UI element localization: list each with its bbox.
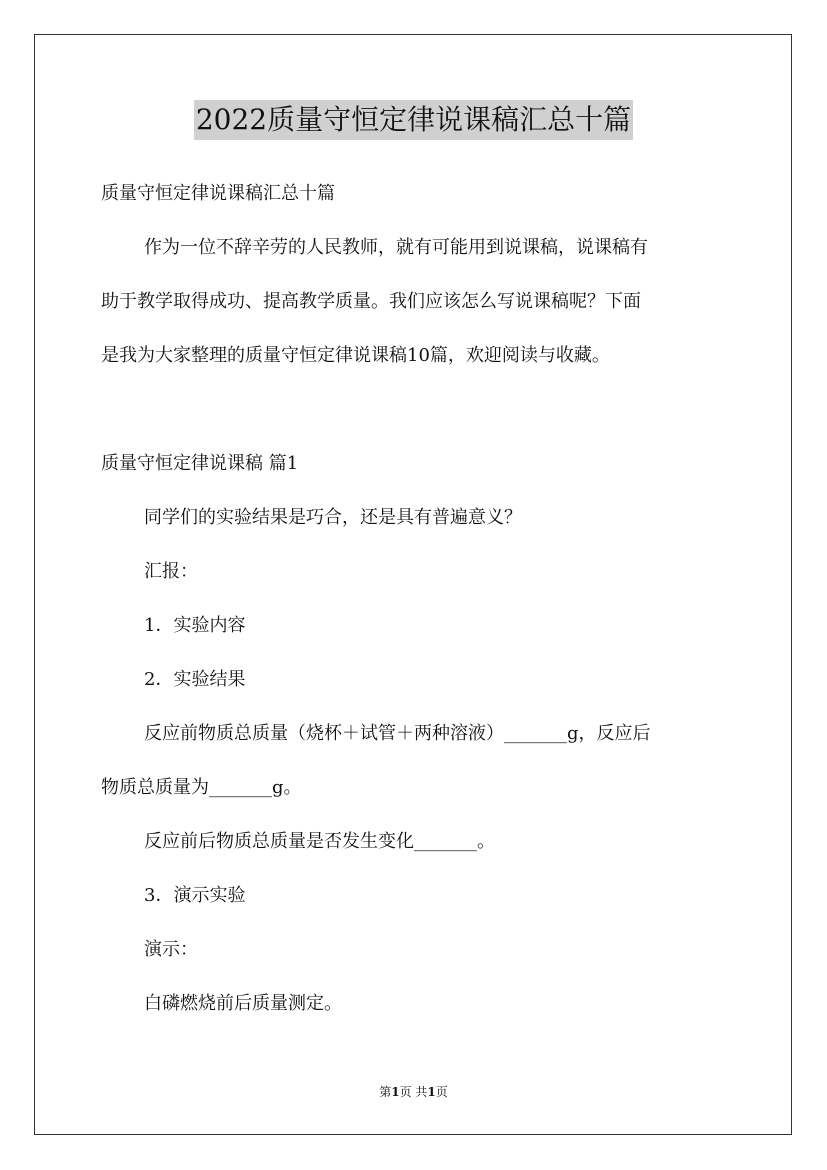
body-line: 反应前物质总质量（烧杯＋试管＋两种溶液）_______g，反应后 (144, 723, 651, 744)
intro-line: 作为一位不辞辛劳的人民教师，就有可能用到说课稿，说课稿有 (144, 237, 648, 258)
body-line: 反应前后物质总质量是否发生变化_______。 (144, 831, 495, 852)
footer-prefix: 第 (379, 1085, 392, 1099)
body-line: 1．实验内容 (144, 615, 246, 636)
section-heading: 质量守恒定律说课稿 篇1 (101, 453, 299, 474)
body-line: 物质总质量为_______g。 (101, 777, 302, 798)
document-subtitle: 质量守恒定律说课稿汇总十篇 (101, 183, 335, 204)
body-line: 同学们的实验结果是巧合，还是具有普遍意义？ (144, 507, 522, 528)
body-line: 2．实验结果 (144, 669, 246, 690)
footer-total-pages: 1 (427, 1085, 436, 1099)
body-line: 汇报： (144, 561, 198, 582)
body-line: 演示： (144, 939, 198, 960)
intro-line: 助于教学取得成功、提高教学质量。我们应该怎么写说课稿呢？下面 (101, 291, 641, 312)
intro-line: 是我为大家整理的质量守恒定律说课稿10篇，欢迎阅读与收藏。 (101, 345, 610, 366)
document-title: 2022质量守恒定律说课稿汇总十篇 (194, 100, 633, 140)
footer-page-number: 1 (391, 1085, 400, 1099)
footer-suffix: 页 (435, 1085, 448, 1099)
title-container (0, 100, 827, 140)
body-line: 3．演示实验 (144, 885, 246, 906)
body-line: 白磷燃烧前后质量测定。 (144, 993, 342, 1014)
page-footer (0, 1083, 827, 1101)
footer-middle: 页 共 (399, 1085, 428, 1099)
